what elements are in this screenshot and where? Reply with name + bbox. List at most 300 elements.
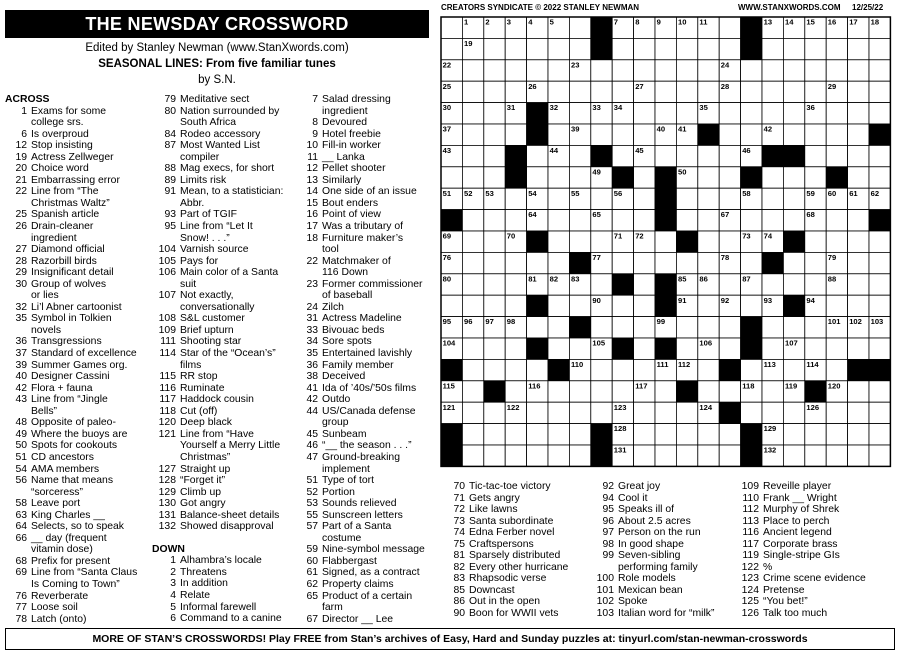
grid-cell[interactable] bbox=[741, 402, 762, 423]
grid-cell[interactable] bbox=[484, 167, 505, 188]
grid-cell[interactable] bbox=[441, 295, 462, 316]
grid-cell[interactable] bbox=[462, 274, 483, 295]
grid-cell[interactable] bbox=[484, 38, 505, 59]
grid-cell[interactable] bbox=[826, 445, 847, 466]
grid-cell[interactable] bbox=[676, 145, 697, 166]
grid-cell[interactable] bbox=[612, 317, 633, 338]
grid-cell[interactable] bbox=[783, 424, 804, 445]
grid-cell[interactable] bbox=[719, 317, 740, 338]
grid-cell[interactable] bbox=[505, 124, 526, 145]
grid-cell[interactable] bbox=[848, 381, 869, 402]
grid-cell[interactable] bbox=[826, 424, 847, 445]
grid-cell[interactable] bbox=[805, 338, 826, 359]
grid-cell[interactable] bbox=[655, 81, 676, 102]
clue-text: Yourself a Merry Little bbox=[180, 440, 281, 452]
grid-cell[interactable] bbox=[719, 167, 740, 188]
grid-cell[interactable] bbox=[527, 445, 548, 466]
grid-cell[interactable] bbox=[462, 210, 483, 231]
clue-number: 40 bbox=[15, 371, 27, 383]
grid-number: 109 bbox=[549, 360, 563, 369]
grid-cell[interactable] bbox=[719, 274, 740, 295]
grid-cell[interactable] bbox=[805, 167, 826, 188]
grid-cell[interactable] bbox=[719, 17, 740, 38]
grid-cell[interactable] bbox=[484, 81, 505, 102]
grid-cell[interactable] bbox=[805, 317, 826, 338]
grid-cell[interactable] bbox=[634, 60, 655, 81]
grid-cell[interactable] bbox=[698, 252, 719, 273]
grid-cell[interactable] bbox=[612, 124, 633, 145]
grid-cell[interactable] bbox=[591, 81, 612, 102]
grid-cell[interactable] bbox=[655, 252, 676, 273]
grid-cell[interactable] bbox=[869, 274, 890, 295]
grid-cell[interactable] bbox=[826, 60, 847, 81]
grid-cell[interactable] bbox=[805, 81, 826, 102]
grid-cell[interactable] bbox=[741, 81, 762, 102]
grid-cell[interactable] bbox=[548, 338, 569, 359]
grid-cell[interactable] bbox=[719, 338, 740, 359]
grid-cell[interactable] bbox=[484, 424, 505, 445]
grid-cell[interactable] bbox=[848, 60, 869, 81]
grid-cell[interactable] bbox=[783, 317, 804, 338]
grid-cell[interactable] bbox=[869, 402, 890, 423]
grid-cell[interactable] bbox=[441, 38, 462, 59]
grid-cell[interactable] bbox=[462, 381, 483, 402]
grid-cell[interactable] bbox=[848, 145, 869, 166]
grid-cell[interactable] bbox=[741, 124, 762, 145]
grid-cell[interactable] bbox=[783, 188, 804, 209]
grid-cell[interactable] bbox=[783, 274, 804, 295]
grid-cell[interactable] bbox=[783, 103, 804, 124]
grid-cell[interactable] bbox=[569, 81, 590, 102]
clue-number: 80 bbox=[164, 105, 176, 117]
grid-cell[interactable] bbox=[783, 38, 804, 59]
grid-cell[interactable] bbox=[848, 167, 869, 188]
grid-cell[interactable] bbox=[783, 402, 804, 423]
grid-cell[interactable] bbox=[505, 424, 526, 445]
grid-cell[interactable] bbox=[783, 445, 804, 466]
grid-cell[interactable] bbox=[484, 252, 505, 273]
grid-cell[interactable] bbox=[591, 124, 612, 145]
grid-cell[interactable] bbox=[462, 424, 483, 445]
grid-cell[interactable] bbox=[698, 295, 719, 316]
grid-cell[interactable] bbox=[591, 359, 612, 380]
grid-cell[interactable] bbox=[505, 381, 526, 402]
grid-cell[interactable] bbox=[869, 424, 890, 445]
grid-cell[interactable] bbox=[869, 381, 890, 402]
grid-cell[interactable] bbox=[569, 402, 590, 423]
grid-cell[interactable] bbox=[548, 317, 569, 338]
grid-cell[interactable] bbox=[634, 167, 655, 188]
grid-cell[interactable] bbox=[698, 381, 719, 402]
grid-cell[interactable] bbox=[634, 188, 655, 209]
grid-cell[interactable] bbox=[655, 381, 676, 402]
grid-cell[interactable] bbox=[741, 103, 762, 124]
grid-cell[interactable] bbox=[548, 124, 569, 145]
clue-text: Haddock cousin bbox=[180, 394, 254, 406]
grid-cell[interactable] bbox=[612, 381, 633, 402]
grid-cell[interactable] bbox=[719, 38, 740, 59]
grid-cell[interactable] bbox=[548, 424, 569, 445]
grid-cell[interactable] bbox=[848, 274, 869, 295]
grid-number: 120 bbox=[827, 381, 841, 391]
grid-cell[interactable] bbox=[569, 103, 590, 124]
grid-cell[interactable] bbox=[762, 188, 783, 209]
grid-cell[interactable] bbox=[719, 124, 740, 145]
grid-cell[interactable] bbox=[505, 38, 526, 59]
grid-cell[interactable] bbox=[719, 381, 740, 402]
grid-cell[interactable] bbox=[719, 231, 740, 252]
grid-cell[interactable] bbox=[591, 60, 612, 81]
grid-cell[interactable] bbox=[869, 103, 890, 124]
grid-cell[interactable] bbox=[462, 167, 483, 188]
grid-cell[interactable] bbox=[527, 402, 548, 423]
grid-cell[interactable] bbox=[634, 210, 655, 231]
grid-cell[interactable] bbox=[762, 60, 783, 81]
grid-cell[interactable] bbox=[505, 188, 526, 209]
grid-cell[interactable] bbox=[634, 424, 655, 445]
grid-cell[interactable] bbox=[741, 252, 762, 273]
grid-number: 72 bbox=[635, 231, 644, 241]
grid-cell[interactable] bbox=[869, 445, 890, 466]
grid-cell[interactable] bbox=[805, 274, 826, 295]
grid-cell[interactable] bbox=[848, 295, 869, 316]
grid-cell[interactable] bbox=[634, 359, 655, 380]
grid-cell[interactable] bbox=[569, 145, 590, 166]
grid-cell[interactable] bbox=[548, 445, 569, 466]
grid-cell[interactable] bbox=[762, 167, 783, 188]
grid-cell[interactable] bbox=[655, 402, 676, 423]
grid-cell[interactable] bbox=[762, 317, 783, 338]
grid-cell[interactable] bbox=[762, 381, 783, 402]
grid-cell[interactable] bbox=[505, 445, 526, 466]
grid-cell[interactable] bbox=[805, 424, 826, 445]
grid-cell[interactable] bbox=[783, 81, 804, 102]
grid-cell[interactable] bbox=[634, 252, 655, 273]
grid-cell[interactable] bbox=[676, 210, 697, 231]
grid-cell[interactable] bbox=[505, 210, 526, 231]
grid-cell[interactable] bbox=[441, 17, 462, 38]
grid-cell[interactable] bbox=[762, 210, 783, 231]
grid-cell[interactable] bbox=[655, 424, 676, 445]
clue-line bbox=[152, 279, 304, 291]
grid-cell[interactable] bbox=[462, 103, 483, 124]
grid-cell[interactable] bbox=[848, 38, 869, 59]
grid-cell[interactable] bbox=[548, 38, 569, 59]
grid-cell[interactable] bbox=[569, 381, 590, 402]
grid-cell[interactable] bbox=[484, 145, 505, 166]
grid-number: 4 bbox=[528, 17, 533, 27]
grid-cell[interactable] bbox=[676, 188, 697, 209]
grid-cell[interactable] bbox=[441, 167, 462, 188]
grid-cell[interactable] bbox=[676, 38, 697, 59]
grid-cell[interactable] bbox=[698, 167, 719, 188]
grid-cell[interactable] bbox=[462, 252, 483, 273]
grid-cell[interactable] bbox=[783, 252, 804, 273]
clue-text: Where the buoys are bbox=[31, 428, 128, 440]
grid-cell[interactable] bbox=[527, 167, 548, 188]
grid-cell[interactable] bbox=[783, 167, 804, 188]
grid-cell[interactable] bbox=[698, 231, 719, 252]
clue-text: implement bbox=[322, 463, 370, 475]
grid-cell[interactable] bbox=[612, 210, 633, 231]
grid-cell[interactable] bbox=[869, 38, 890, 59]
grid-cell[interactable] bbox=[741, 295, 762, 316]
grid-cell[interactable] bbox=[848, 424, 869, 445]
grid-cell[interactable] bbox=[462, 402, 483, 423]
grid-cell[interactable] bbox=[591, 402, 612, 423]
grid-cell[interactable] bbox=[548, 252, 569, 273]
grid-cell[interactable] bbox=[848, 81, 869, 102]
grid-cell[interactable] bbox=[591, 188, 612, 209]
grid-cell[interactable] bbox=[634, 124, 655, 145]
grid-cell[interactable] bbox=[505, 252, 526, 273]
grid-cell[interactable] bbox=[569, 295, 590, 316]
grid-cell[interactable] bbox=[826, 38, 847, 59]
grid-cell[interactable] bbox=[741, 210, 762, 231]
grid-cell[interactable] bbox=[484, 210, 505, 231]
grid-cell[interactable] bbox=[698, 210, 719, 231]
grid-block bbox=[655, 338, 676, 359]
grid-cell[interactable] bbox=[698, 145, 719, 166]
grid-cell[interactable] bbox=[869, 60, 890, 81]
grid-cell[interactable] bbox=[612, 295, 633, 316]
grid-cell[interactable] bbox=[826, 103, 847, 124]
grid-cell[interactable] bbox=[698, 38, 719, 59]
grid-cell[interactable] bbox=[848, 124, 869, 145]
grid-cell[interactable] bbox=[612, 38, 633, 59]
grid-cell[interactable] bbox=[826, 124, 847, 145]
clue-number: 74 bbox=[453, 527, 465, 539]
grid-cell[interactable] bbox=[848, 252, 869, 273]
clue-text: Cut (off) bbox=[180, 405, 218, 417]
grid-cell[interactable] bbox=[655, 60, 676, 81]
grid-cell[interactable] bbox=[484, 60, 505, 81]
grid-cell[interactable] bbox=[634, 38, 655, 59]
grid-cell[interactable] bbox=[869, 81, 890, 102]
grid-cell[interactable] bbox=[848, 103, 869, 124]
grid-cell[interactable] bbox=[762, 338, 783, 359]
grid-cell[interactable] bbox=[484, 103, 505, 124]
grid-cell[interactable] bbox=[484, 231, 505, 252]
grid-cell[interactable] bbox=[484, 295, 505, 316]
grid-cell[interactable] bbox=[698, 424, 719, 445]
grid-cell[interactable] bbox=[869, 338, 890, 359]
grid-cell[interactable] bbox=[569, 38, 590, 59]
grid-cell[interactable] bbox=[484, 402, 505, 423]
grid-cell[interactable] bbox=[848, 338, 869, 359]
grid-cell[interactable] bbox=[548, 210, 569, 231]
grid-cell[interactable] bbox=[612, 252, 633, 273]
grid-cell[interactable] bbox=[676, 338, 697, 359]
grid-cell[interactable] bbox=[612, 359, 633, 380]
grid-cell[interactable] bbox=[634, 402, 655, 423]
grid-cell[interactable] bbox=[719, 103, 740, 124]
grid-cell[interactable] bbox=[805, 124, 826, 145]
grid-cell[interactable] bbox=[719, 188, 740, 209]
grid-cell[interactable] bbox=[462, 81, 483, 102]
grid-cell[interactable] bbox=[826, 359, 847, 380]
grid-cell[interactable] bbox=[869, 295, 890, 316]
grid-cell[interactable] bbox=[462, 445, 483, 466]
grid-cell[interactable] bbox=[869, 167, 890, 188]
grid-cell[interactable] bbox=[655, 103, 676, 124]
grid-cell[interactable] bbox=[634, 338, 655, 359]
grid-cell[interactable] bbox=[569, 210, 590, 231]
grid-cell[interactable] bbox=[805, 60, 826, 81]
grid-cell[interactable] bbox=[762, 402, 783, 423]
grid-cell[interactable] bbox=[676, 402, 697, 423]
grid-cell[interactable] bbox=[591, 317, 612, 338]
clue-line bbox=[152, 360, 304, 372]
grid-cell[interactable] bbox=[826, 210, 847, 231]
grid-cell[interactable] bbox=[462, 145, 483, 166]
clue-line bbox=[590, 585, 748, 597]
grid-cell[interactable] bbox=[634, 295, 655, 316]
grid-cell[interactable] bbox=[505, 81, 526, 102]
grid-cell[interactable] bbox=[783, 359, 804, 380]
grid-cell[interactable] bbox=[826, 145, 847, 166]
grid-cell[interactable] bbox=[527, 424, 548, 445]
grid-cell[interactable] bbox=[548, 167, 569, 188]
grid-number: 10 bbox=[678, 17, 687, 27]
grid-cell[interactable] bbox=[741, 359, 762, 380]
grid-cell[interactable] bbox=[676, 81, 697, 102]
clue-text: Line from “The bbox=[31, 186, 99, 198]
grid-cell[interactable] bbox=[826, 231, 847, 252]
grid-cell[interactable] bbox=[783, 210, 804, 231]
grid-cell[interactable] bbox=[655, 38, 676, 59]
grid-cell[interactable] bbox=[741, 60, 762, 81]
grid-cell[interactable] bbox=[548, 81, 569, 102]
grid-cell[interactable] bbox=[826, 338, 847, 359]
grid-cell[interactable] bbox=[484, 445, 505, 466]
grid-cell[interactable] bbox=[527, 252, 548, 273]
grid-cell[interactable] bbox=[591, 381, 612, 402]
grid-cell[interactable] bbox=[569, 424, 590, 445]
grid-cell[interactable] bbox=[826, 295, 847, 316]
crossword-grid[interactable] bbox=[440, 16, 892, 468]
grid-cell[interactable] bbox=[698, 60, 719, 81]
grid-cell[interactable] bbox=[548, 381, 569, 402]
grid-cell[interactable] bbox=[505, 274, 526, 295]
grid-cell[interactable] bbox=[676, 252, 697, 273]
grid-cell[interactable] bbox=[762, 38, 783, 59]
grid-cell[interactable] bbox=[462, 231, 483, 252]
grid-cell[interactable] bbox=[527, 317, 548, 338]
grid-cell[interactable] bbox=[698, 81, 719, 102]
grid-cell[interactable] bbox=[505, 338, 526, 359]
grid-cell[interactable] bbox=[848, 231, 869, 252]
grid-cell[interactable] bbox=[462, 338, 483, 359]
grid-cell[interactable] bbox=[762, 103, 783, 124]
grid-cell[interactable] bbox=[719, 424, 740, 445]
grid-cell[interactable] bbox=[462, 124, 483, 145]
grid-cell[interactable] bbox=[548, 60, 569, 81]
grid-cell[interactable] bbox=[569, 445, 590, 466]
grid-cell[interactable] bbox=[612, 81, 633, 102]
grid-cell[interactable] bbox=[527, 38, 548, 59]
grid-cell[interactable] bbox=[527, 359, 548, 380]
grid-cell[interactable] bbox=[569, 17, 590, 38]
grid-cell[interactable] bbox=[783, 60, 804, 81]
grid-cell[interactable] bbox=[548, 188, 569, 209]
grid-cell[interactable] bbox=[612, 145, 633, 166]
grid-cell[interactable] bbox=[848, 402, 869, 423]
grid-cell[interactable] bbox=[848, 210, 869, 231]
grid-cell[interactable] bbox=[484, 124, 505, 145]
grid-block bbox=[612, 167, 633, 188]
clue-line bbox=[152, 602, 304, 614]
grid-cell[interactable] bbox=[805, 145, 826, 166]
grid-cell[interactable] bbox=[698, 359, 719, 380]
grid-cell[interactable] bbox=[826, 402, 847, 423]
grid-cell[interactable] bbox=[805, 38, 826, 59]
grid-cell[interactable] bbox=[719, 445, 740, 466]
grid-cell[interactable] bbox=[676, 103, 697, 124]
grid-cell[interactable] bbox=[634, 317, 655, 338]
grid-cell[interactable] bbox=[484, 274, 505, 295]
grid-cell[interactable] bbox=[591, 274, 612, 295]
clue-number: 61 bbox=[306, 567, 318, 579]
grid-cell[interactable] bbox=[698, 188, 719, 209]
grid-cell[interactable] bbox=[676, 424, 697, 445]
grid-cell[interactable] bbox=[805, 252, 826, 273]
grid-cell[interactable] bbox=[762, 81, 783, 102]
grid-cell[interactable] bbox=[462, 359, 483, 380]
grid-cell[interactable] bbox=[634, 103, 655, 124]
grid-cell[interactable] bbox=[655, 231, 676, 252]
grid-cell[interactable] bbox=[634, 445, 655, 466]
grid-cell[interactable] bbox=[634, 274, 655, 295]
grid-cell[interactable] bbox=[569, 167, 590, 188]
grid-cell[interactable] bbox=[762, 274, 783, 295]
grid-cell[interactable] bbox=[869, 231, 890, 252]
grid-cell[interactable] bbox=[655, 145, 676, 166]
grid-cell[interactable] bbox=[527, 145, 548, 166]
grid-cell[interactable] bbox=[676, 317, 697, 338]
grid-cell[interactable] bbox=[505, 295, 526, 316]
grid-cell[interactable] bbox=[655, 445, 676, 466]
grid-cell[interactable] bbox=[869, 145, 890, 166]
grid-cell[interactable] bbox=[548, 295, 569, 316]
grid-cell[interactable] bbox=[527, 60, 548, 81]
grid-cell[interactable] bbox=[805, 445, 826, 466]
grid-cell[interactable] bbox=[569, 231, 590, 252]
grid-cell[interactable] bbox=[462, 60, 483, 81]
grid-cell[interactable] bbox=[548, 231, 569, 252]
grid-cell[interactable] bbox=[505, 60, 526, 81]
grid-cell[interactable] bbox=[676, 60, 697, 81]
grid-cell[interactable] bbox=[548, 402, 569, 423]
clue-line bbox=[5, 221, 155, 233]
grid-cell[interactable] bbox=[805, 231, 826, 252]
grid-cell[interactable] bbox=[869, 252, 890, 273]
grid-cell[interactable] bbox=[591, 231, 612, 252]
grid-cell[interactable] bbox=[698, 445, 719, 466]
grid-cell[interactable] bbox=[676, 445, 697, 466]
grid-cell[interactable] bbox=[698, 317, 719, 338]
grid-cell[interactable] bbox=[783, 124, 804, 145]
grid-cell[interactable] bbox=[848, 445, 869, 466]
grid-cell[interactable] bbox=[462, 295, 483, 316]
grid-cell[interactable] bbox=[484, 359, 505, 380]
grid-number: 76 bbox=[442, 253, 452, 262]
grid-cell[interactable] bbox=[505, 359, 526, 380]
grid-cell[interactable] bbox=[569, 338, 590, 359]
grid-cell[interactable] bbox=[719, 145, 740, 166]
grid-cell[interactable] bbox=[612, 60, 633, 81]
grid-cell[interactable] bbox=[484, 338, 505, 359]
